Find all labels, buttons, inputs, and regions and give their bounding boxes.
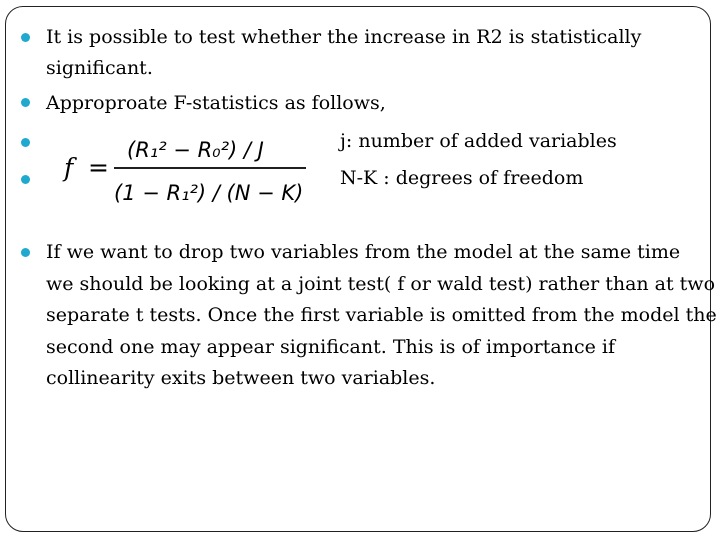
bullet-marker <box>21 175 30 184</box>
joint-test-paragraph <box>46 237 717 395</box>
bullet-text-line: significant. <box>46 57 153 79</box>
formula-numerator: (R₁² − R₀²) / J <box>127 138 264 162</box>
label-added-variables: j: number of added variables <box>340 130 617 152</box>
bullet-marker <box>21 98 30 107</box>
f-statistic-formula <box>62 126 322 210</box>
paragraph-line: If we want to drop two variables from the model at the same time <box>46 241 681 263</box>
formula-denominator: (1 − R₁²) / (N − K) <box>114 181 304 205</box>
paragraph-line: second one may appear significant. This is of importance if <box>46 335 615 358</box>
formula-equals: = <box>88 153 109 182</box>
bullet-marker <box>21 138 30 147</box>
bullet-marker <box>21 248 30 257</box>
paragraph-line: we should be looking at a joint test( f or wald test) rather than at two <box>46 272 716 295</box>
bullet-text-line: Approproate F-statistics as follows, <box>46 92 386 114</box>
paragraph-line: separate t tests. Once the first variable is omitted from the model the <box>46 304 717 326</box>
formula-lhs: f <box>64 153 74 182</box>
bullet-marker <box>21 33 30 42</box>
bullet-text-line: It is possible to test whether the increase in R2 is statistically <box>46 26 642 48</box>
paragraph-line: collinearity exits between two variables. <box>46 367 436 389</box>
label-degrees-of-freedom: N-K : degrees of freedom <box>340 167 584 189</box>
